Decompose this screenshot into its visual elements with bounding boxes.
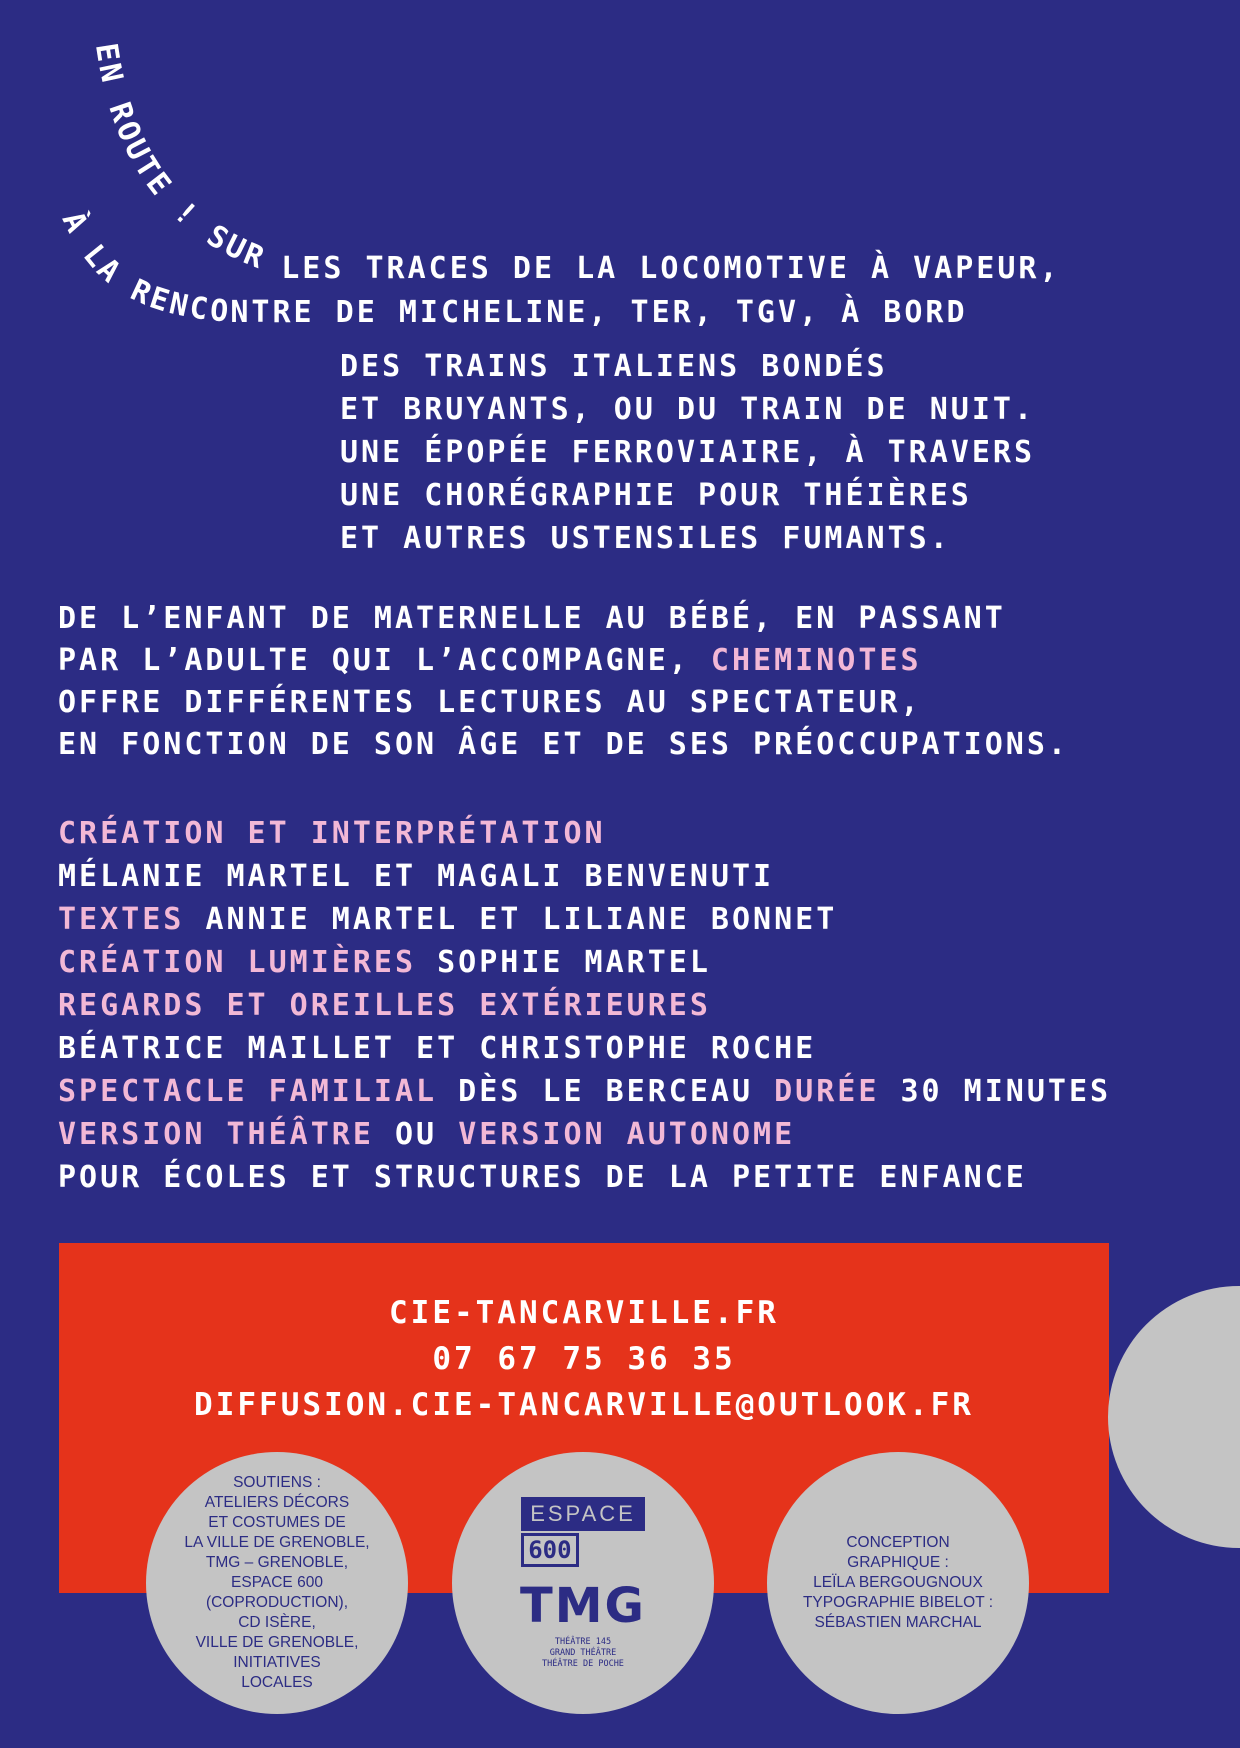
credit-label: VERSION AUTONOME — [458, 1117, 796, 1152]
credit-line — [58, 898, 1111, 941]
soutiens-line: ATELIERS DÉCORS — [204, 1494, 350, 1511]
credit-value: POUR ÉCOLES ET STRUCTURES DE LA PETITE ENFANCE — [58, 1160, 1027, 1195]
conception-text — [803, 1533, 993, 1633]
soutiens-circle — [146, 1452, 408, 1714]
credit-line — [58, 1070, 1111, 1113]
partner-logos-circle — [452, 1452, 714, 1714]
show-title: CHEMINOTES — [710, 643, 922, 678]
conception-line: LEÏLA BERGOUGNOUX — [813, 1574, 983, 1591]
audience-line — [58, 640, 1069, 682]
credit-label: SPECTACLE FAMILIAL — [58, 1074, 438, 1109]
intro-line: ET BRUYANTS, OU DU TRAIN DE NUIT. — [340, 392, 1036, 427]
intro-line: DES TRAINS ITALIENS BONDÉS — [340, 349, 888, 384]
intro-line: ET AUTRES USTENSILES FUMANTS. — [340, 521, 951, 556]
soutiens-line: SOUTIENS : — [233, 1474, 321, 1491]
soutiens-line: CD ISÈRE, — [238, 1614, 316, 1631]
email-link[interactable]: DIFFUSION.CIE-TANCARVILLE@OUTLOOK.FR — [194, 1387, 974, 1423]
credit-label: REGARDS ET OREILLES EXTÉRIEURES — [58, 988, 711, 1023]
credit-names: BÉATRICE MAILLET ET CHRISTOPHE ROCHE — [58, 1031, 817, 1066]
soutiens-line: INITIATIVES — [233, 1654, 321, 1671]
soutiens-line: LA VILLE DE GRENOBLE, — [184, 1534, 370, 1551]
conception-line: GRAPHIQUE : — [847, 1554, 949, 1571]
credit-label: CRÉATION LUMIÈRES — [58, 945, 417, 980]
soutiens-line: LOCALES — [241, 1674, 313, 1691]
soutiens-line: TMG – GRENOBLE, — [205, 1554, 349, 1571]
conception-line: CONCEPTION — [846, 1534, 950, 1551]
credit-label: TEXTES — [58, 902, 185, 937]
soutiens-line: ESPACE 600 — [231, 1574, 323, 1591]
soutiens-text — [184, 1473, 369, 1693]
conception-line: SÉBASTIEN MARCHAL — [814, 1614, 982, 1631]
contact-block — [59, 1290, 1109, 1428]
audience-line: EN FONCTION DE SON ÂGE ET DE SES PRÉOCCUPATIONS. — [58, 727, 1069, 762]
decorative-circle — [1108, 1286, 1240, 1548]
audience-line: OFFRE DIFFÉRENTES LECTURES AU SPECTATEUR, — [58, 685, 922, 720]
tmg-venue: GRAND THÉÂTRE — [549, 1647, 617, 1658]
website-link[interactable]: CIE-TANCARVILLE.FR — [389, 1295, 779, 1331]
credit-value: 30 MINUTES — [900, 1074, 1112, 1109]
credit-line — [58, 1113, 1111, 1156]
intro-paragraph — [340, 345, 1035, 560]
credit-names: MÉLANIE MARTEL ET MAGALI BENVENUTI — [58, 859, 775, 894]
credit-names: SOPHIE MARTEL — [437, 945, 711, 980]
credit-label: DURÉE — [774, 1074, 880, 1109]
espace-logo-number: 600 — [521, 1533, 578, 1567]
phone-number[interactable]: 07 67 75 36 35 — [432, 1341, 736, 1377]
credit-label: VERSION THÉÂTRE — [58, 1117, 374, 1152]
credit-value: DÈS LE BERCEAU — [458, 1074, 754, 1109]
soutiens-line: VILLE DE GRENOBLE, — [195, 1634, 359, 1651]
espace-logo-text: ESPACE — [521, 1497, 645, 1531]
conception-line: TYPOGRAPHIE BIBELOT : — [802, 1594, 994, 1611]
audience-paragraph — [58, 598, 1069, 766]
credit-line — [58, 941, 1111, 984]
tmg-venues — [542, 1637, 624, 1670]
credit-label: CRÉATION ET INTERPRÉTATION — [58, 816, 606, 851]
soutiens-line: ET COSTUMES DE — [208, 1514, 346, 1531]
tmg-logo: TMG — [520, 1577, 646, 1634]
intro-line: UNE CHORÉGRAPHIE POUR THÉIÈRES — [340, 478, 972, 513]
conception-circle — [767, 1452, 1029, 1714]
tmg-venue: THÉÂTRE DE POCHE — [542, 1658, 624, 1669]
credits-block — [58, 812, 1111, 1199]
credit-value: OU — [395, 1117, 438, 1152]
espace-600-logo — [521, 1497, 645, 1567]
intro-line: UNE ÉPOPÉE FERROVIAIRE, À TRAVERS — [340, 435, 1036, 470]
arc-line-2: À LA RENCONTRE DE MICHELINE, TER, TGV, À BORD — [54, 206, 968, 330]
credit-names: ANNIE MARTEL ET LILIANE BONNET — [205, 902, 838, 937]
tmg-venue: THÉÂTRE 145 — [554, 1636, 612, 1647]
arc-line-1: EN ROUTE ! SUR LES TRACES DE LA LOCOMOTIVE À VAPEUR, — [87, 40, 1061, 286]
audience-line: DE L’ENFANT DE MATERNELLE AU BÉBÉ, EN PASSANT — [58, 601, 1006, 636]
soutiens-line: (COPRODUCTION), — [205, 1594, 349, 1611]
audience-text: PAR L’ADULTE QUI L’ACCOMPAGNE, — [58, 643, 690, 678]
